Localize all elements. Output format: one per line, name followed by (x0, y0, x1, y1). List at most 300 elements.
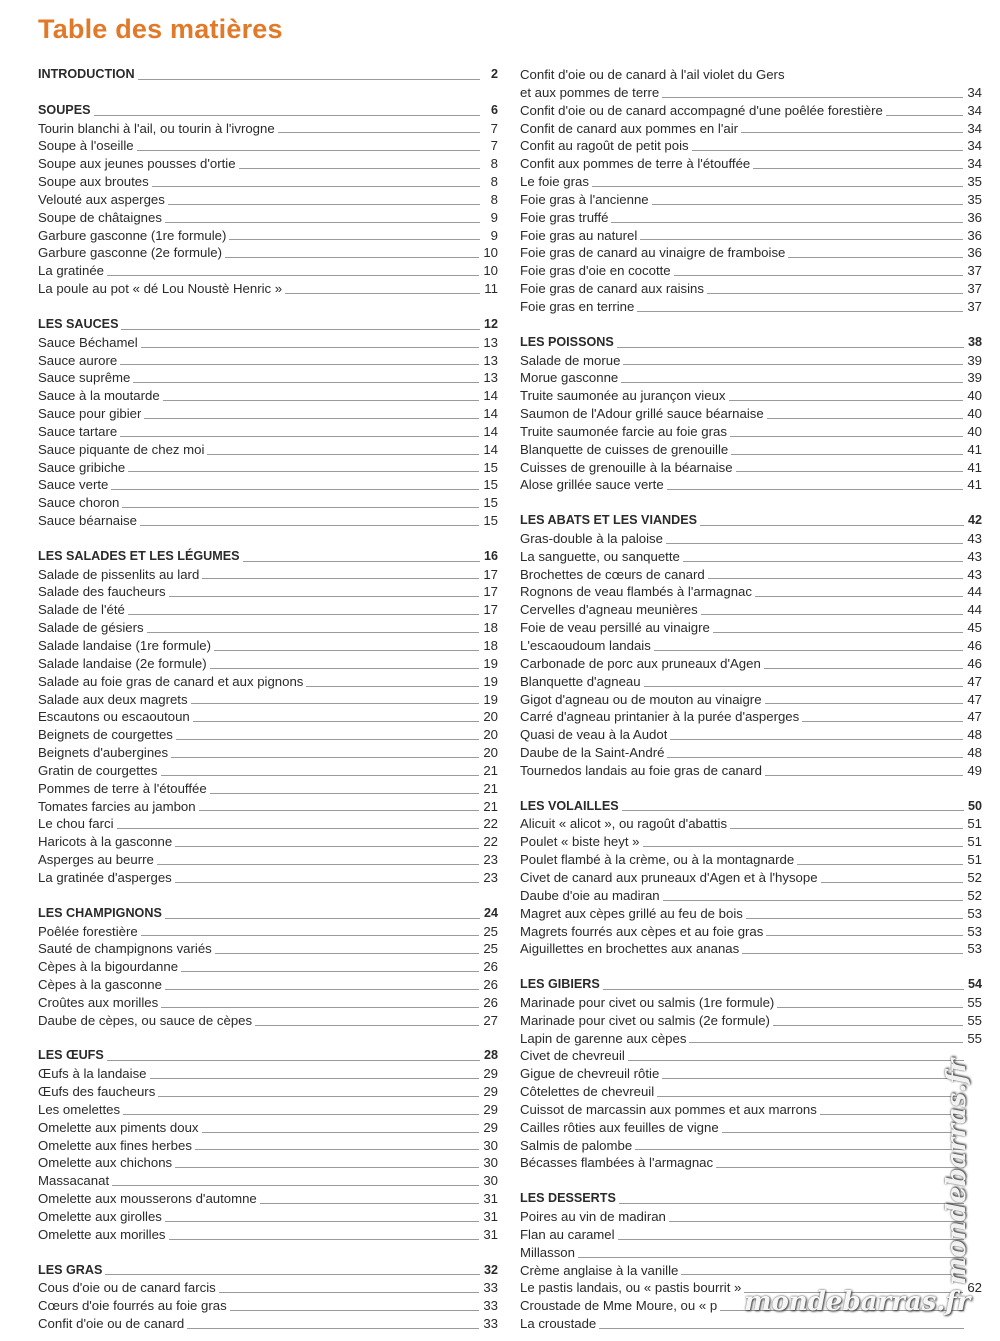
toc-entry (38, 1190, 498, 1208)
toc-leader-line (766, 935, 963, 936)
toc-section-heading (38, 548, 498, 566)
toc-entry (520, 530, 982, 548)
toc-entry-title: Cèpes à la bigourdanne (38, 959, 179, 975)
toc-page-number: 22 (483, 816, 498, 832)
toc-column-right (520, 66, 982, 1333)
toc-page-number: 30 (483, 1155, 498, 1171)
toc-leader-line (746, 918, 963, 919)
toc-entry (520, 191, 982, 209)
toc-page-number: 37 (967, 281, 982, 297)
toc-leader-line (722, 1132, 964, 1133)
toc-entry (520, 262, 982, 280)
toc-entry (38, 566, 498, 584)
toc-leader-line (681, 1274, 964, 1275)
toc-entry-title: Poêlée forestière (38, 923, 138, 939)
toc-entry-title: Haricots à la gasconne (38, 834, 173, 850)
toc-entry (520, 1119, 982, 1137)
toc-entry-title: Marinade pour civet ou salmis (1re formule) (520, 994, 775, 1010)
toc-entry (38, 441, 498, 459)
toc-page-number: 43 (967, 530, 982, 546)
toc-page-number: 47 (967, 709, 982, 725)
toc-page-number: 48 (967, 727, 982, 743)
toc-entry (520, 726, 982, 744)
toc-entry-title: Civet de canard aux pruneaux d'Agen et à l'hysope (520, 869, 818, 885)
toc-page-number: 21 (483, 780, 498, 796)
toc-page-number: 10 (483, 245, 498, 261)
toc-leader-line (147, 632, 480, 633)
toc-entry-title: Cuisses de grenouille à la béarnaise (520, 459, 733, 475)
toc-leader-line (611, 222, 963, 223)
toc-entry-title: Sauce Béchamel (38, 334, 138, 350)
toc-leader-line (152, 186, 480, 187)
toc-entry (520, 244, 982, 262)
toc-entry-title: LES SALADES ET LES LÉGUMES (38, 548, 240, 563)
toc-entry (520, 887, 982, 905)
toc-leader-line (239, 168, 480, 169)
toc-entry (520, 369, 982, 387)
toc-page-number: 46 (967, 655, 982, 671)
toc-entry-title: Tournedos landais au foie gras de canard (520, 762, 762, 778)
toc-leader-line (123, 1114, 479, 1115)
toc-page-number: 29 (483, 1066, 498, 1082)
toc-page-number: 25 (483, 923, 498, 939)
toc-leader-line (753, 168, 963, 169)
toc-page-number: 41 (967, 459, 982, 475)
toc-leader-line (716, 1167, 964, 1168)
toc-entry (520, 298, 982, 316)
toc-leader-line (229, 239, 480, 240)
toc-page-number: 37 (967, 263, 982, 279)
toc-page-number: 26 (483, 977, 498, 993)
toc-entry-title: Blanquette de cuisses de grenouille (520, 441, 729, 457)
toc-entry-title: Foie gras à l'ancienne (520, 191, 649, 207)
toc-entry-title: Croûtes aux morilles (38, 994, 159, 1010)
toc-leader-line (214, 650, 479, 651)
toc-leader-line (644, 686, 964, 687)
toc-entry-title: Quasi de veau à la Audot (520, 727, 668, 743)
toc-entry-title: Sauce à la moutarde (38, 388, 160, 404)
toc-entry (38, 1101, 498, 1119)
toc-entry-title: Rognons de veau flambés à l'armagnac (520, 584, 752, 600)
toc-entry-title: Crème anglaise à la vanille (520, 1262, 679, 1278)
toc-entry (38, 512, 498, 530)
toc-entry (38, 958, 498, 976)
toc-leader-line (199, 810, 480, 811)
toc-leader-line (161, 1007, 479, 1008)
toc-leader-line (708, 578, 964, 579)
toc-leader-line (689, 1042, 963, 1043)
section-spacer (520, 1172, 982, 1190)
toc-entry-title: LES DESSERTS (520, 1191, 616, 1206)
toc-leader-line (111, 489, 479, 490)
toc-entry (520, 227, 982, 245)
toc-entry (38, 423, 498, 441)
toc-entry (38, 1172, 498, 1190)
toc-leader-line (657, 1096, 964, 1097)
toc-leader-line (161, 775, 480, 776)
toc-leader-line (175, 882, 480, 883)
toc-leader-line (622, 810, 964, 811)
toc-entry (38, 155, 498, 173)
toc-leader-line (144, 418, 479, 419)
toc-entry-title: Gigot d'agneau ou de mouton au vinaigre (520, 691, 762, 707)
toc-entry (38, 637, 498, 655)
toc-page-number: 17 (483, 584, 498, 600)
toc-entry (520, 637, 982, 655)
toc-page-number: 18 (483, 620, 498, 636)
toc-leader-line (169, 596, 480, 597)
toc-entry-title: Gratin de courgettes (38, 762, 158, 778)
toc-page-number: 29 (483, 1119, 498, 1135)
toc-entry (38, 191, 498, 209)
toc-entry (38, 173, 498, 191)
toc-entry (38, 851, 498, 869)
toc-leader-line (243, 561, 480, 562)
toc-page-number: 15 (483, 513, 498, 529)
toc-entry-title: Salade des faucheurs (38, 584, 166, 600)
toc-page-number: 21 (483, 762, 498, 778)
toc-leader-line (278, 132, 480, 133)
toc-entry (38, 1065, 498, 1083)
toc-leader-line (628, 1060, 964, 1061)
toc-entry (520, 869, 982, 887)
toc-entry-title: SOUPES (38, 102, 91, 117)
toc-leader-line (767, 418, 964, 419)
toc-page-number: 19 (483, 691, 498, 707)
toc-entry (520, 155, 982, 173)
toc-leader-line (120, 364, 479, 365)
toc-page-number: 55 (967, 1030, 982, 1046)
watermark-vertical (936, 1040, 976, 1290)
toc-entry-title: Beignets d'aubergines (38, 745, 169, 761)
toc-entry (520, 280, 982, 298)
toc-leader-line (797, 864, 963, 865)
toc-leader-line (168, 204, 480, 205)
toc-leader-line (128, 471, 479, 472)
toc-entry (38, 262, 498, 280)
toc-entry-title: Marinade pour civet ou salmis (2e formule) (520, 1012, 770, 1028)
toc-entry (520, 1012, 982, 1030)
toc-entry-title: Soupe à l'oseille (38, 138, 134, 154)
toc-entry (520, 833, 982, 851)
toc-entry-title: Salade au foie gras de canard et aux pignons (38, 673, 304, 689)
toc-entry-title: Alicuit « alicot », ou ragoût d'abattis (520, 816, 728, 832)
toc-entry-title: Escautons ou escaoutoun (38, 709, 190, 725)
toc-entry-title: Flan au caramel (520, 1226, 615, 1242)
toc-entry (520, 744, 982, 762)
toc-column-left (38, 66, 498, 1333)
toc-page-number: 40 (967, 388, 982, 404)
toc-entry-title: Daube d'oie au madiran (520, 887, 660, 903)
toc-entry-title: Omelette aux piments doux (38, 1119, 199, 1135)
toc-entry-title: Le foie gras (520, 174, 589, 190)
toc-entry (520, 1101, 982, 1119)
toc-page-number: 31 (483, 1191, 498, 1207)
toc-section-heading (38, 1047, 498, 1065)
toc-leader-line (165, 989, 479, 990)
toc-leader-line (692, 150, 964, 151)
toc-leader-line (637, 311, 963, 312)
toc-entry-title: Foie gras au naturel (520, 227, 638, 243)
toc-entry-title: Salade landaise (1re formule) (38, 638, 211, 653)
toc-entry-title: Sauce aurore (38, 352, 118, 368)
toc-entry-title: Croustade de Mme Moure, ou « p (520, 1298, 718, 1314)
section-spacer (520, 958, 982, 976)
toc-entry (520, 994, 982, 1012)
toc-page-number: 52 (967, 887, 982, 903)
toc-leader-line (667, 489, 964, 490)
toc-entry (38, 352, 498, 370)
toc-entry (520, 601, 982, 619)
toc-entry-title: Les omelettes (38, 1101, 121, 1117)
toc-leader-line (821, 882, 964, 883)
toc-entry-title: Cuissot de marcassin aux pommes et aux marrons (520, 1101, 817, 1117)
toc-entry-title: Confit d'oie ou de canard (38, 1316, 185, 1332)
toc-page-number: 13 (483, 334, 498, 350)
toc-entry-title: Poulet « biste heyt » (520, 834, 640, 850)
toc-entry (520, 583, 982, 601)
toc-leader-line (674, 275, 964, 276)
toc-entry-title: Œufs à la landaise (38, 1066, 147, 1082)
toc-entry (38, 459, 498, 477)
toc-page-number: 14 (483, 441, 498, 457)
toc-leader-line (669, 1221, 964, 1222)
toc-leader-line (165, 222, 480, 223)
toc-page-number: 25 (483, 941, 498, 957)
section-spacer (38, 1244, 498, 1262)
toc-leader-line (886, 115, 964, 116)
toc-leader-line (122, 507, 479, 508)
toc-page-number: 35 (967, 191, 982, 207)
toc-leader-line (603, 989, 964, 990)
toc-leader-line (181, 971, 479, 972)
toc-entry-title: Foie gras truffé (520, 209, 609, 225)
toc-entry (38, 137, 498, 155)
toc-page-number: 62 (967, 1280, 982, 1296)
toc-entry-title: Garbure gasconne (2e formule) (38, 245, 222, 261)
toc-entry-title: Millasson (520, 1244, 575, 1260)
toc-entry (38, 583, 498, 601)
toc-entry (520, 1137, 982, 1155)
toc-leader-line (700, 525, 964, 526)
toc-leader-line (640, 239, 963, 240)
toc-entry (520, 441, 982, 459)
toc-page-number: 48 (967, 745, 982, 761)
toc-page-number: 46 (967, 638, 982, 653)
toc-leader-line (623, 364, 963, 365)
toc-section-heading (520, 512, 982, 530)
toc-page-number: 15 (483, 477, 498, 493)
toc-entry-title: Sauce béarnaise (38, 513, 137, 529)
toc-entry (520, 1083, 982, 1101)
toc-page-number: 47 (967, 691, 982, 707)
toc-page-number: 42 (967, 513, 982, 528)
toc-leader-line (731, 454, 963, 455)
toc-entry-title: Massacanat (38, 1173, 110, 1189)
toc-leader-line (773, 1025, 963, 1026)
toc-leader-line (165, 918, 480, 919)
page-title: Table des matières (38, 14, 283, 44)
toc-page-number: 24 (483, 905, 498, 920)
toc-page-number: 33 (483, 1298, 498, 1314)
toc-entry (520, 137, 982, 155)
toc-page-number: 34 (967, 156, 982, 172)
toc-leader-line (202, 1132, 480, 1133)
toc-entry-title: Sauté de champignons variés (38, 941, 212, 957)
toc-entry (520, 423, 982, 441)
toc-entry (520, 66, 982, 84)
toc-entry-title: Sauce suprême (38, 370, 131, 386)
toc-entry (520, 673, 982, 691)
toc-entry (38, 940, 498, 958)
toc-entry-title: Cervelles d'agneau meunières (520, 602, 698, 618)
toc-entry (38, 209, 498, 227)
toc-entry-title: Confit au ragoût de petit pois (520, 138, 689, 154)
toc-entry (520, 691, 982, 709)
toc-page-number: 12 (483, 316, 498, 331)
toc-entry (38, 869, 498, 887)
toc-entry-title: Salade de pissenlits au lard (38, 566, 200, 582)
toc-page-number: 28 (483, 1048, 498, 1063)
toc-entry-title: La gratinée d'asperges (38, 869, 172, 885)
toc-leader-line (163, 400, 480, 401)
toc-leader-line (137, 150, 480, 151)
toc-leader-line (662, 1078, 964, 1079)
toc-page-number: 53 (967, 905, 982, 921)
toc-entry-title: Soupe de châtaignes (38, 209, 162, 225)
toc-page-number: 29 (483, 1084, 498, 1100)
toc-page-number: 39 (967, 352, 982, 368)
toc-page-number: 34 (967, 84, 982, 100)
toc-entry-title: Blanquette d'agneau (520, 673, 641, 689)
toc-leader-line (755, 596, 963, 597)
toc-entry (520, 405, 982, 423)
toc-leader-line (730, 828, 963, 829)
toc-entry (38, 601, 498, 619)
toc-leader-line (138, 79, 480, 80)
toc-page-number: 11 (484, 281, 498, 297)
toc-leader-line (777, 1007, 963, 1008)
section-spacer (38, 298, 498, 316)
toc-entry-title: Confit d'oie ou de canard accompagné d'une poêlée forestière (520, 102, 883, 118)
toc-entry-title: Foie gras de canard aux raisins (520, 281, 704, 297)
toc-page-number: 22 (483, 834, 498, 850)
toc-entry (520, 708, 982, 726)
toc-section-heading (38, 316, 498, 334)
toc-page-number: 45 (967, 620, 982, 636)
toc-page-number: 33 (483, 1280, 498, 1296)
toc-entry (520, 655, 982, 673)
toc-leader-line (140, 525, 479, 526)
toc-entry-title: Cous d'oie ou de canard farcis (38, 1280, 216, 1296)
toc-entry-title: Cailles rôties aux feuilles de vigne (520, 1119, 719, 1135)
toc-section-heading (520, 334, 982, 352)
toc-entry-title: Omelette aux mousserons d'automne (38, 1191, 257, 1207)
toc-entry (38, 762, 498, 780)
toc-entry-title: Pommes de terre à l'étouffée (38, 780, 207, 796)
toc-leader-line (599, 1328, 964, 1329)
toc-leader-line (207, 454, 479, 455)
toc-page-number: 13 (483, 370, 498, 386)
toc-page-number: 8 (490, 156, 498, 172)
toc-page-number: 31 (483, 1226, 498, 1242)
toc-page-number: 6 (490, 102, 498, 117)
toc-entry-title: Alose grillée sauce verte (520, 477, 664, 493)
toc-leader-line (193, 721, 480, 722)
toc-entry (38, 798, 498, 816)
toc-leader-line (788, 257, 963, 258)
toc-page-number: 47 (967, 673, 982, 689)
toc-entry-title: Daube de la Saint-André (520, 745, 665, 761)
section-spacer (38, 530, 498, 548)
toc-leader-line (730, 436, 963, 437)
toc-page-number: 7 (490, 138, 498, 154)
toc-leader-line (176, 739, 479, 740)
toc-entry-title: Salade de l'été (38, 602, 125, 618)
toc-page-number: 14 (483, 406, 498, 422)
toc-entry (520, 1244, 982, 1262)
toc-leader-line (742, 953, 963, 954)
toc-entry (38, 923, 498, 941)
toc-entry-title: Côtelettes de chevreuil (520, 1084, 655, 1100)
toc-page-number: 36 (967, 227, 982, 243)
section-spacer (38, 84, 498, 102)
toc-page-number: 55 (967, 1012, 982, 1028)
toc-leader-line (765, 703, 964, 704)
toc-leader-line (210, 668, 480, 669)
toc-entry-title: LES POISSONS (520, 334, 614, 349)
toc-page-number: 14 (483, 423, 498, 439)
toc-page-number: 31 (483, 1209, 498, 1224)
toc-leader-line (802, 721, 963, 722)
toc-leader-line (619, 1203, 964, 1204)
toc-entry-title: Foie de veau persillé au vinaigre (520, 620, 710, 636)
toc-page-number: 17 (483, 566, 498, 582)
toc-entry-title: Poulet flambé à la crème, ou à la montagnarde (520, 852, 795, 868)
toc-leader-line (666, 543, 963, 544)
toc-leader-line (210, 793, 480, 794)
toc-entry-title: La gratinée (38, 263, 104, 279)
toc-leader-line (663, 900, 964, 901)
toc-entry (520, 923, 982, 941)
toc-entry (38, 476, 498, 494)
toc-entry (520, 1315, 982, 1333)
toc-section-heading (38, 905, 498, 923)
toc-page-number: 34 (967, 102, 982, 118)
toc-entry (38, 708, 498, 726)
toc-entry-title: Magret aux cèpes grillé au feu de bois (520, 905, 743, 921)
toc-leader-line (121, 329, 480, 330)
toc-entry-title: Omelette aux fines herbes (38, 1137, 192, 1153)
toc-entry (520, 548, 982, 566)
toc-entry-title: L'escaoudoum landais (520, 638, 651, 653)
toc-page-number: 51 (967, 852, 982, 868)
toc-page-number: 41 (967, 477, 982, 493)
toc-entry-title: Saumon de l'Adour grillé sauce béarnaise (520, 406, 764, 422)
toc-entry (520, 209, 982, 227)
toc-entry (520, 1065, 982, 1083)
toc-page-number: 26 (483, 959, 498, 975)
toc-entry (520, 387, 982, 405)
toc-leader-line (215, 953, 480, 954)
toc-entry (520, 102, 982, 120)
toc-leader-line (169, 1239, 480, 1240)
toc-page-number: 49 (967, 762, 982, 778)
toc-page-number: 34 (967, 120, 982, 136)
toc-entry-title: Tomates farcies au jambon (38, 798, 196, 814)
toc-entry-title: Soupe aux jeunes pousses d'ortie (38, 156, 236, 172)
toc-entry (38, 387, 498, 405)
